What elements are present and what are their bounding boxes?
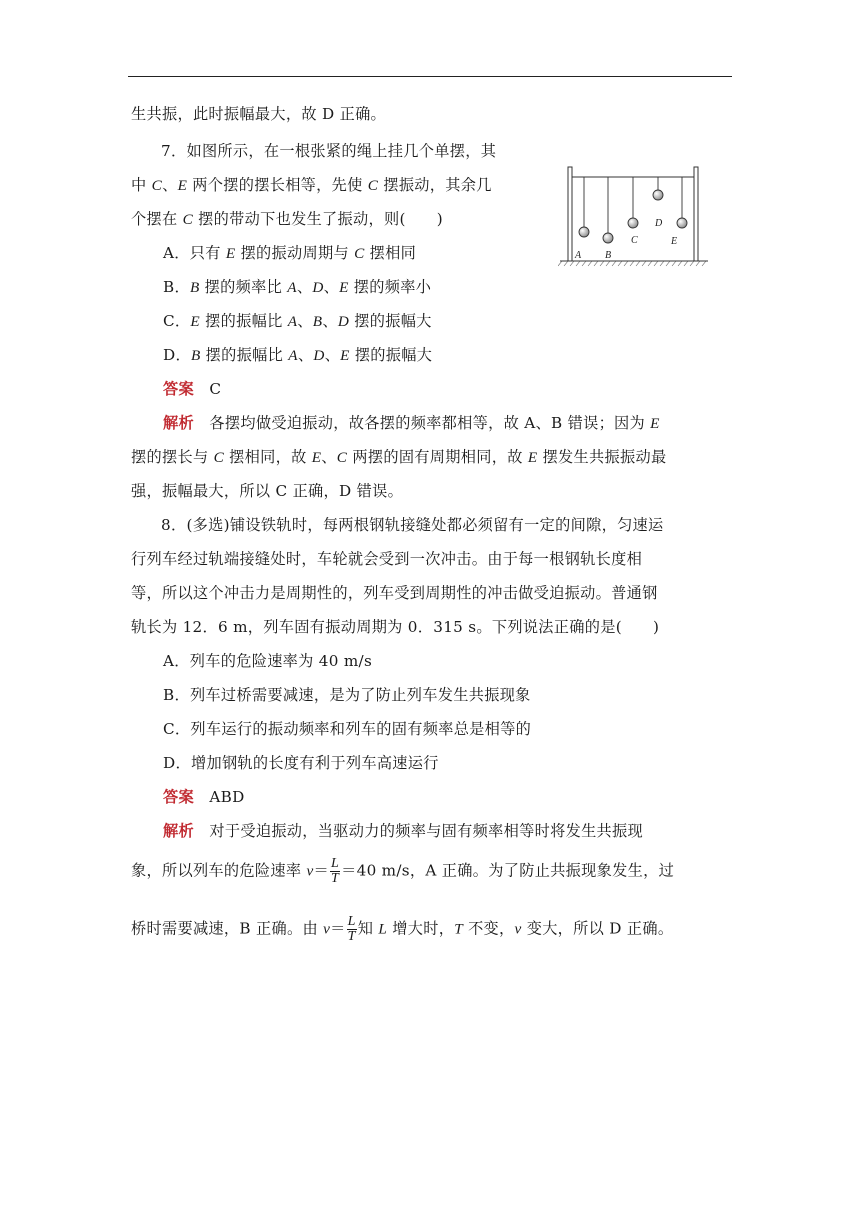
q8-option-b: B．列车过桥需要减速，是为了防止列车发生共振现象 — [163, 686, 531, 704]
pendulum-c-bob — [628, 218, 638, 228]
q7-option-a: A．只有 E 摆的振动周期与 C 摆相同 — [163, 244, 417, 262]
q7-answer: 答案 C — [163, 380, 222, 398]
fraction-l-over-t: $\frac{L}{T}$ — [331, 856, 340, 886]
label-c: C — [631, 235, 638, 246]
analysis-label: 解析 — [163, 822, 194, 840]
q7-option-b: B．B 摆的频率比 A、D、E 摆的频率小 — [163, 278, 432, 296]
q8-stem-line-1: 8．(多选)铺设铁轨时，每两根钢轨接缝处都必须留有一定的间隙，匀速运 — [161, 516, 664, 534]
label-d: D — [655, 218, 663, 229]
right-post — [694, 167, 698, 261]
q7-analysis-line-3: 强，振幅最大，所以 C 正确，D 错误。 — [131, 482, 404, 500]
pendulum-e-bob — [677, 218, 687, 228]
q8-stem-line-4: 轨长为 12．6 m，列车固有振动周期为 0．315 s。下列说法正确的是( ) — [131, 618, 660, 636]
q8-option-d: D．增加钢轨的长度有利于列车高速运行 — [163, 754, 439, 772]
pendulum-b-bob — [603, 233, 613, 243]
label-b: B — [605, 250, 612, 261]
q7-option-c: C．E 摆的振幅比 A、B、D 摆的振幅大 — [163, 312, 432, 330]
fraction-l-over-t: $\frac{L}{T}$ — [347, 914, 356, 944]
label-e: E — [671, 236, 678, 247]
q7-stem-line-1: 7．如图所示，在一根张紧的绳上挂几个单摆，其 — [161, 142, 497, 160]
analysis-label: 解析 — [163, 414, 194, 432]
header-rule — [128, 76, 732, 77]
answer-label: 答案 — [163, 380, 194, 398]
pendulum-d-bob — [653, 190, 663, 200]
continued-text: 生共振，此时振幅最大，故 D 正确。 — [131, 105, 387, 123]
pendulum-figure — [558, 163, 710, 267]
q8-option-c: C．列车运行的振动频率和列车的固有频率总是相等的 — [163, 720, 532, 738]
label-a: A — [575, 250, 582, 261]
left-post — [568, 167, 572, 261]
answer-label: 答案 — [163, 788, 194, 806]
q7-analysis-line-1: 解析 各摆均做受迫振动，故各摆的频率都相等，故 A、B 错误；因为 E — [163, 414, 660, 432]
q7-analysis-line-2: 摆的摆长与 C 摆相同，故 E、C 两摆的固有周期相同，故 E 摆发生共振振动最 — [131, 448, 667, 466]
q7-stem-line-3: 个摆在 C 摆的带动下也发生了振动，则( ) — [131, 210, 443, 228]
q7-stem-line-2: 中 C、E 两个摆的摆长相等，先使 C 摆振动，其余几 — [131, 176, 492, 194]
q8-analysis-line-2: 象，所以列车的危险速率 v＝ $\frac{L}{T}$ ＝40 m/s，A 正确。为了防止共振现象发生，过 — [131, 856, 675, 886]
q8-option-a: A．列车的危险速率为 40 m/s — [163, 652, 373, 670]
q7-option-d: D．B 摆的振幅比 A、D、E 摆的振幅大 — [163, 346, 433, 364]
q8-stem-line-3: 等，所以这个冲击力是周期性的，列车受到周期性的冲击做受迫振动。普通钢 — [131, 584, 658, 602]
q8-analysis-line-3: 桥时需要减速，B 正确。由 v＝ $\frac{L}{T}$ 知 L 增大时，T 不变，v 变大，所以 D 正确。 — [131, 914, 674, 944]
q8-stem-line-2: 行列车经过轨端接缝处时，车轮就会受到一次冲击。由于每一根钢轨长度相 — [131, 550, 643, 568]
pendulum-a-bob — [579, 227, 589, 237]
q8-answer: 答案 ABD — [163, 788, 245, 806]
q8-analysis-line-1: 解析 对于受迫振动，当驱动力的频率与固有频率相等时将发生共振现 — [163, 822, 644, 840]
